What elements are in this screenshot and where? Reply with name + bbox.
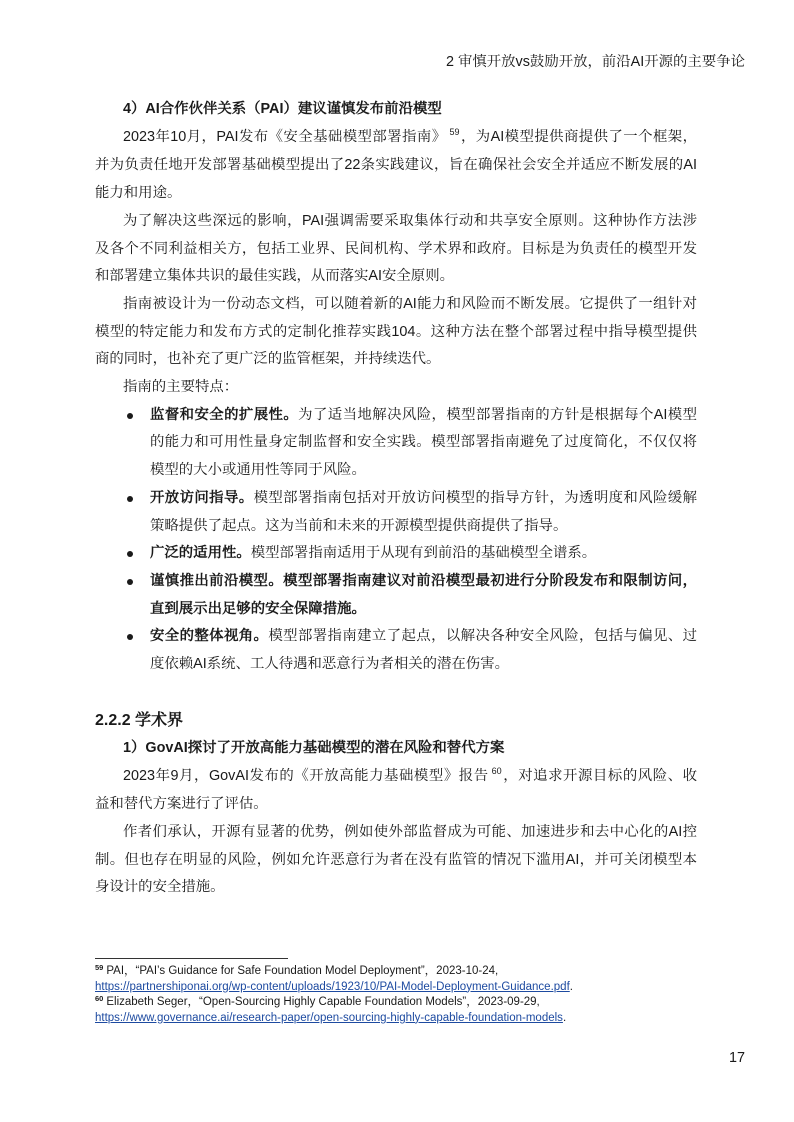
line-text: 2023年10月，PAI发布《安全基础模型部署指南》 bbox=[123, 128, 447, 145]
footnote-text: PAI，“PAI’s Guidance for Safe Foundation Model Deployment”，2023-10-24, bbox=[106, 965, 499, 977]
line-text: ，对追求开源目标的风险、收 bbox=[502, 767, 697, 784]
feature-bullet-open-access bbox=[95, 485, 697, 540]
footnote-number: 59 bbox=[95, 963, 104, 972]
paragraph-line: 能力和用途。 bbox=[95, 185, 182, 202]
bullet-term: 监督和安全的扩展性。 bbox=[150, 406, 299, 423]
footnote-link[interactable]: https://partnershiponai.org/wp-content/uploads/1923/10/PAI-Model-Deployment-Guidance.pdf bbox=[95, 980, 570, 993]
line-text: 模型部署指南建议对前沿模型最初进行分阶段发布和限制访问， bbox=[283, 572, 697, 589]
footnote-text: Elizabeth Seger，“Open-Sourcing Highly Capable Foundation Models”，2023-09-29, bbox=[106, 996, 540, 1009]
bullet-line: 策略提供了起点。这为当前和未来的开源模型提供商提供了指导。 bbox=[150, 517, 568, 534]
bullet-line bbox=[150, 568, 697, 596]
footnote-59-url-line bbox=[95, 980, 745, 996]
paragraph-line: 身设计的安全措施。 bbox=[95, 879, 225, 896]
paragraph-line: 商的同时，也补充了更广泛的监管框架，并持续迭代。 bbox=[95, 351, 441, 368]
bullet-line: 度依赖AI系统、工人待遇和恶意行为者相关的潜在伤害。 bbox=[150, 656, 509, 673]
bullet-dot-icon bbox=[127, 634, 133, 640]
bullet-dot-icon bbox=[127, 579, 133, 585]
footnote-suffix: . bbox=[569, 980, 573, 993]
paragraph-pai-collective-action bbox=[95, 208, 697, 291]
footnote-ref-60: 60 bbox=[491, 765, 502, 776]
paragraph-line: 作者们承认，开源有显著的优势，例如使外部监督成为可能、加速进步和去中心化的AI控 bbox=[123, 824, 697, 841]
bullet-line bbox=[150, 623, 697, 651]
paragraph-govai-report bbox=[95, 763, 697, 819]
footnote-59 bbox=[95, 964, 745, 980]
feature-bullet-applicability bbox=[95, 540, 697, 568]
running-header: 2 审慎开放vs鼓励开放，前沿AI开源的主要争论 bbox=[445, 54, 745, 70]
footnotes bbox=[95, 964, 745, 1026]
paragraph-line: 益和替代方案进行了评估。 bbox=[95, 796, 268, 813]
feature-bullet-oversight bbox=[95, 402, 697, 485]
bullet-term: 谨慎推出前沿模型。 bbox=[150, 572, 284, 589]
footnote-link[interactable]: https://www.governance.ai/research-paper/open-sourcing-highly-capable-foundation-models bbox=[95, 1011, 563, 1024]
paragraph-pai-guidance-release bbox=[95, 124, 697, 208]
paragraph-line: 并为负责任地开发部署基础模型提出了22条实践建议，旨在确保社会安全并适应不断发展的AI bbox=[95, 157, 697, 174]
paragraph-govai-tradeoffs bbox=[95, 819, 697, 902]
paragraph-line: 指南被设计为一份动态文档，可以随着新的AI能力和风险而不断发展。它提供了一组针对 bbox=[123, 295, 697, 312]
bullet-line bbox=[150, 540, 697, 568]
line-text: 模型部署指南适用于从现有到前沿的基础模型全谱系。 bbox=[250, 545, 597, 562]
feature-bullet-cautious-rollout bbox=[95, 568, 697, 623]
paragraph-line: 制。但也存在明显的风险，例如允许恶意行为者在没有监管的情况下滥用AI，并可关闭模型本 bbox=[95, 851, 697, 868]
bullet-line: 模型的大小或通用性等同于风险。 bbox=[150, 462, 366, 479]
paragraph-line bbox=[95, 763, 697, 792]
feature-bullet-holistic-safety bbox=[95, 623, 697, 678]
bullet-line bbox=[150, 402, 697, 430]
bullet-line bbox=[150, 485, 697, 513]
paragraph-line bbox=[95, 124, 697, 153]
page-number: 17 bbox=[728, 1050, 745, 1066]
bullet-term: 开放访问指导。 bbox=[150, 489, 254, 506]
paragraph-line: 模型的特定能力和发布方式的定制化推荐实践104。这种方法在整个部署过程中指导模型提供 bbox=[95, 323, 697, 340]
footnote-60-url-line bbox=[95, 1011, 745, 1027]
line-text: 为了适当地解决风险，模型部署指南的方针是根据每个AI模型 bbox=[298, 406, 697, 423]
line-text: 模型部署指南建立了起点，以解决各种安全风险，包括与偏见、过 bbox=[268, 628, 697, 645]
subsection-heading-govai: 1）GovAI探讨了开放高能力基础模型的潜在风险和替代方案 bbox=[123, 739, 505, 756]
footnote-number: 60 bbox=[95, 994, 104, 1004]
paragraph-pai-living-document bbox=[95, 291, 697, 374]
bullet-line: 直到展示出足够的安全保障措施。 bbox=[150, 600, 366, 617]
bullet-term: 安全的整体视角。 bbox=[150, 628, 269, 645]
paragraph-line: 为了解决这些深远的影响，PAI强调需要采取集体行动和共享安全原则。这种协作方法涉 bbox=[123, 212, 697, 229]
footnote-separator bbox=[95, 958, 288, 959]
footnote-60 bbox=[95, 995, 745, 1011]
main-content bbox=[95, 96, 697, 902]
paragraph-line: 和部署建立集体共识的最佳实践，从而落实AI安全原则。 bbox=[95, 268, 454, 285]
subsection-heading-pai: 4）AI合作伙伴关系（PAI）建议谨慎发布前沿模型 bbox=[123, 101, 442, 117]
bullet-line: 的能力和可用性量身定制监督和安全实践。模型部署指南避免了过度简化，不仅仅将 bbox=[150, 434, 697, 451]
bullet-dot-icon bbox=[127, 496, 133, 502]
footnote-ref-59: 59 bbox=[449, 126, 460, 137]
bullet-dot-icon bbox=[127, 551, 133, 557]
features-intro: 指南的主要特点： bbox=[123, 379, 239, 396]
bullet-dot-icon bbox=[127, 413, 133, 419]
line-text: 模型部署指南包括对开放访问模型的指导方针，为透明度和风险缓解 bbox=[253, 489, 697, 506]
bullet-term: 广泛的适用性。 bbox=[150, 545, 251, 562]
paragraph-line: 及各个不同利益相关方，包括工业界、民间机构、学术界和政府。目标是为负责任的模型开发 bbox=[95, 240, 697, 257]
line-text: ，为AI模型提供商提供了一个框架， bbox=[460, 128, 697, 145]
line-text: 2023年9月，GovAI发布的《开放高能力基础模型》报告 bbox=[123, 767, 489, 784]
section-heading-academia: 2.2.2 学术界 bbox=[95, 712, 184, 730]
footnote-suffix: . bbox=[562, 1011, 567, 1024]
